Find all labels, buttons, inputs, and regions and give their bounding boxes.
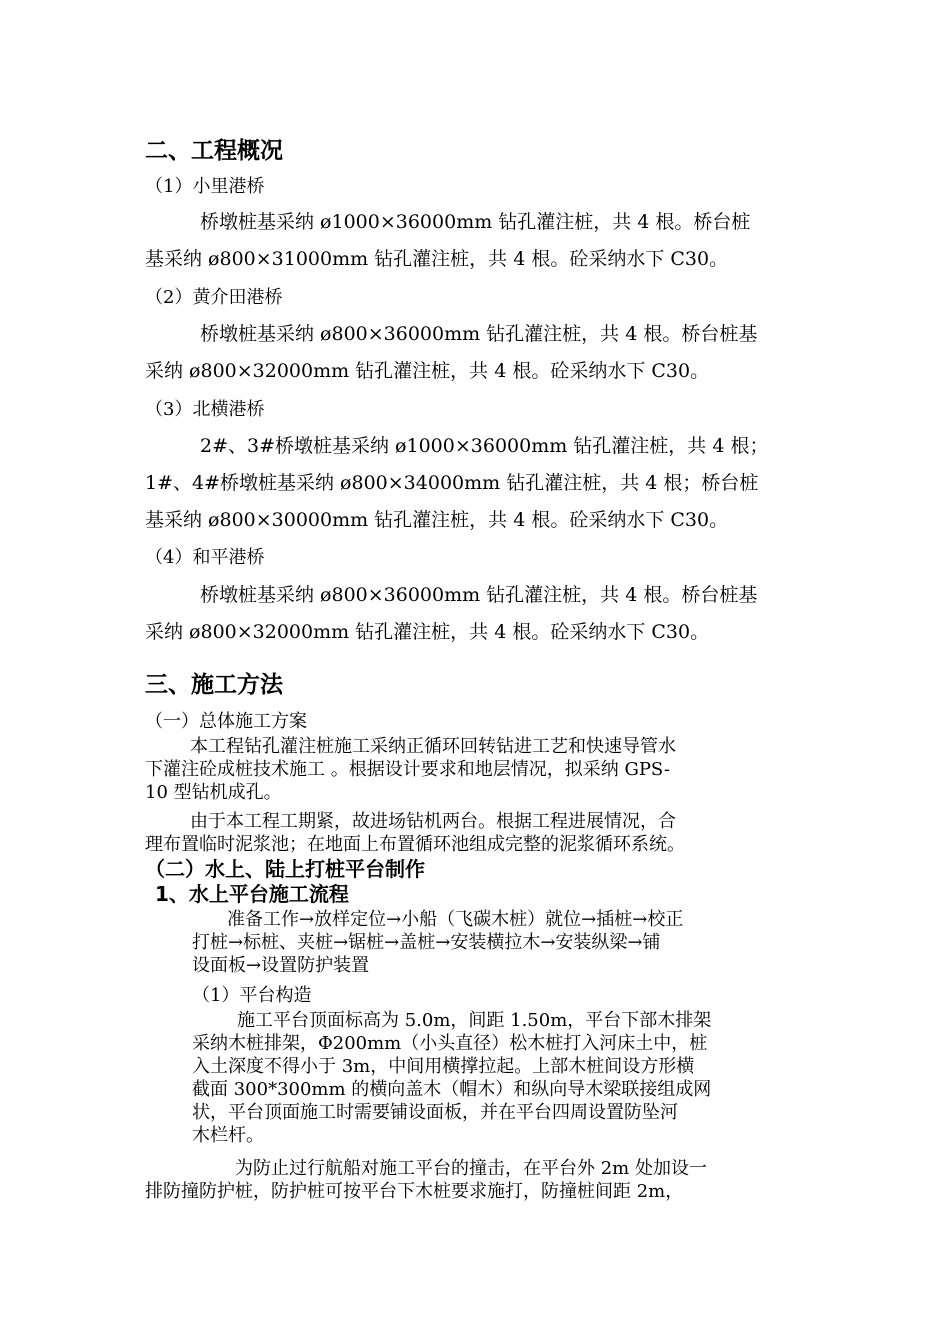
item-title-text: 1、水上平台施工流程	[155, 882, 349, 906]
bridge-title-2	[145, 285, 810, 311]
paragraph-line: 为防止过行航船对施工平台的撞击，在平台外 2m 处加设一	[235, 1158, 707, 1179]
paragraph-line: 基采纳 ø800×30000mm 钻孔灌注桩，共 4 根。砼采纳水下 C30。	[145, 509, 729, 531]
protection-paragraph	[145, 1157, 810, 1203]
heading-text: 三、施工方法	[145, 672, 283, 698]
bridge-desc-4	[145, 577, 810, 651]
paragraph-line: 理布置临时泥浆池；在地面上布置循环池组成完整的泥浆循环系统。	[145, 834, 685, 855]
paragraph-line: 入土深度不得小于 3m，中间用横撑拉起。上部木桩间设方形横	[192, 1056, 695, 1077]
paragraph-line: 桥墩桩基采纳 ø800×36000mm 钻孔灌注桩，共 4 根。桥台桩基	[200, 584, 758, 606]
bridge-title-text: （2）黄介田港桥	[145, 287, 283, 308]
bridge-title-4	[145, 545, 810, 571]
platform-structure-title	[192, 984, 857, 1007]
paragraph-line: 1#、4#桥墩桩基采纳 ø800×34000mm 钻孔灌注桩，共 4 根；桥台桩	[145, 472, 759, 494]
bridge-title-3	[145, 397, 810, 423]
platform-structure-paragraph	[192, 1009, 807, 1147]
heading-text: 二、工程概况	[145, 138, 283, 164]
flow-paragraph	[192, 908, 807, 977]
bridge-title-text: （3）北横港桥	[145, 399, 265, 420]
paragraph-line: 本工程钻孔灌注桩施工采纳正循环回转钻进工艺和快速导管水	[190, 736, 676, 757]
paragraph-line: 状，平台顶面施工时需要铺设面板，并在平台四周设置防坠河	[192, 1102, 678, 1123]
paragraph-line: 截面 300*300mm 的横向盖木（帽木）和纵向导木梁联接组成网	[192, 1079, 712, 1100]
paragraph-line: 采纳 ø800×32000mm 钻孔灌注桩，共 4 根。砼采纳水下 C30。	[145, 621, 710, 643]
paragraph-line: 下灌注砼成桩技术施工 。根据设计要求和地层情况，拟采纳 GPS-	[145, 759, 671, 780]
paragraph-line: 打桩→标桩、夹桩→锯桩→盖桩→安装横拉木→安装纵梁→铺	[192, 932, 661, 953]
subsection-title-general	[145, 710, 810, 733]
paragraph-line: 设面板→设置防护装置	[192, 955, 370, 976]
paragraph-general-2	[145, 810, 810, 856]
paragraph-line: 10 型钻机成孔。	[145, 782, 282, 803]
paragraph-line: 桥墩桩基采纳 ø1000×36000mm 钻孔灌注桩，共 4 根。桥台桩	[200, 211, 751, 233]
bridge-title-text: （1）小里港桥	[145, 176, 265, 197]
subsection-title-text: （一）总体施工方案	[145, 711, 307, 732]
section-heading-overview	[145, 136, 810, 166]
paragraph-line: 准备工作→放样定位→小船（飞碳木桩）就位→插桩→校正	[227, 909, 684, 930]
paragraph-line: 2#、3#桥墩桩基采纳 ø1000×36000mm 钻孔灌注桩，共 4 根；	[200, 435, 769, 457]
item-title-text: （1）平台构造	[192, 985, 312, 1006]
bridge-title-text: （4）和平港桥	[145, 547, 265, 568]
paragraph-line: 木栏杆。	[192, 1125, 264, 1146]
paragraph-line: 桥墩桩基采纳 ø800×36000mm 钻孔灌注桩，共 4 根。桥台桩基	[200, 323, 758, 345]
bridge-title-1	[145, 174, 810, 200]
paragraph-line: 基采纳 ø800×31000mm 钻孔灌注桩，共 4 根。砼采纳水下 C30。	[145, 248, 729, 270]
bridge-desc-1	[145, 204, 810, 278]
subsection-title-platform	[145, 858, 810, 881]
item-title-water-platform	[155, 883, 820, 906]
bridge-desc-3	[145, 428, 810, 539]
paragraph-line: 由于本工程工期紧，故进场钻机两台。根据工程进展情况，合	[190, 811, 676, 832]
paragraph-line: 采纳木桩排架，Φ200mm（小头直径）松木桩打入河床土中，桩	[192, 1033, 708, 1054]
subsection-title-text: （二）水上、陆上打桩平台制作	[145, 857, 425, 881]
paragraph-line: 排防撞防护桩，防护桩可按平台下木桩要求施打，防撞桩间距 2m，	[145, 1181, 684, 1202]
paragraph-line: 采纳 ø800×32000mm 钻孔灌注桩，共 4 根。砼采纳水下 C30。	[145, 360, 710, 382]
section-heading-methods	[145, 670, 810, 700]
paragraph-general-1	[145, 735, 810, 804]
paragraph-line: 施工平台顶面标高为 5.0m，间距 1.50m，平台下部木排架	[237, 1010, 712, 1031]
bridge-desc-2	[145, 316, 810, 390]
